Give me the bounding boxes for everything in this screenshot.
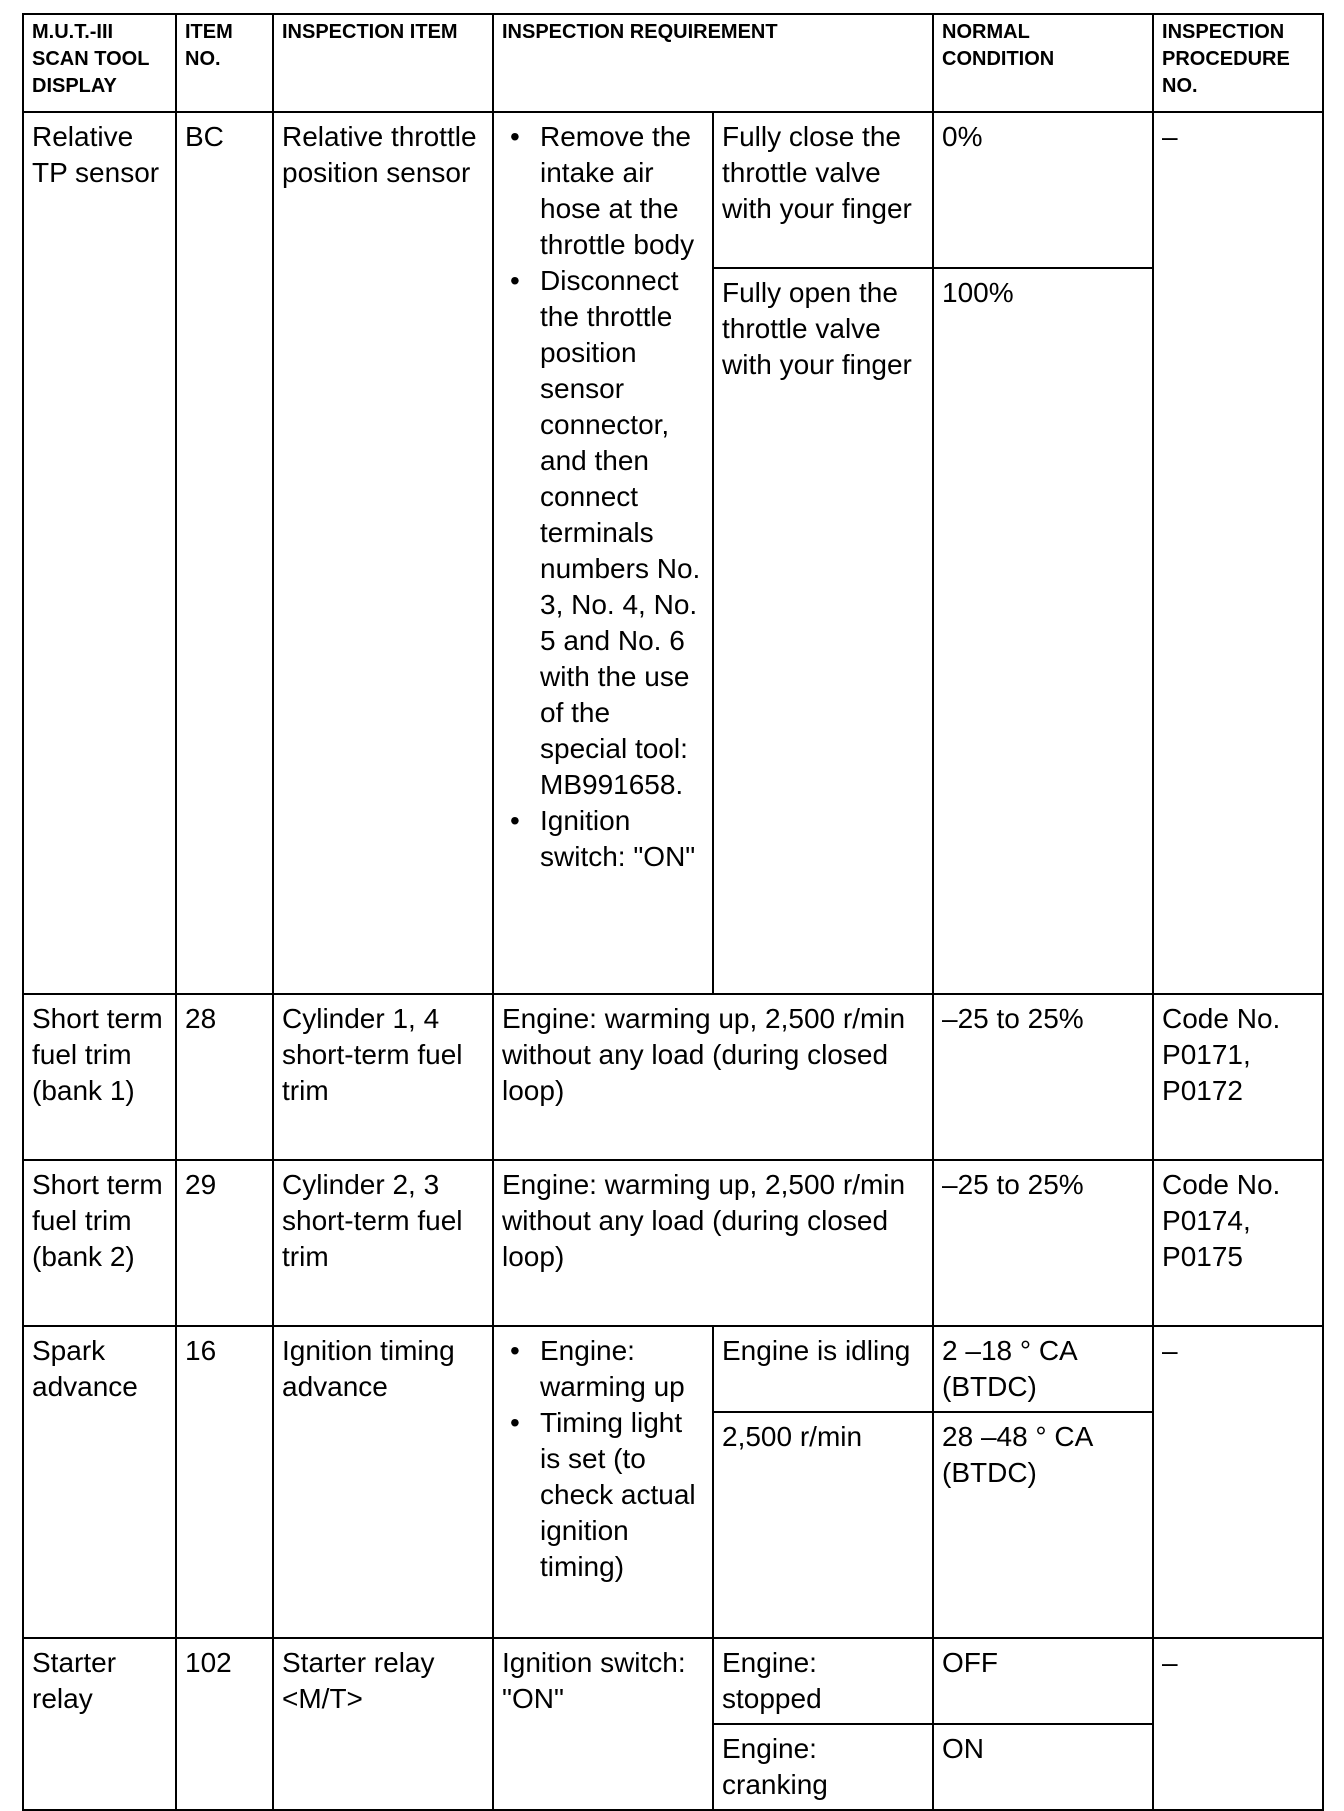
cell-normal: 0% xyxy=(933,112,1153,268)
header-display: M.U.T.-III SCAN TOOL DISPLAY xyxy=(23,14,176,112)
cell-display: Starter relay xyxy=(23,1638,176,1810)
cell-inspection-item: Cylinder 2, 3 short-term fuel trim xyxy=(273,1160,493,1326)
cell-display: Short term fuel trim (bank 2) xyxy=(23,1160,176,1326)
cell-normal: 28 –48 ° CA (BTDC) xyxy=(933,1412,1153,1638)
requirement-list xyxy=(502,1333,704,1585)
cell-normal: –25 to 25% xyxy=(933,994,1153,1160)
cell-condition: Fully open the throttle valve with your finger xyxy=(713,268,933,994)
cell-inspection-item: Starter relay <M/T> xyxy=(273,1638,493,1810)
cell-display: Relative TP sensor xyxy=(23,112,176,994)
cell-procedure: – xyxy=(1153,1638,1323,1810)
cell-procedure: – xyxy=(1153,112,1323,994)
cell-requirement: Engine: warming up, 2,500 r/min without any load (during closed loop) xyxy=(493,994,933,1160)
cell-requirement: Ignition switch: "ON" xyxy=(493,1638,713,1810)
header-item-no: ITEM NO. xyxy=(176,14,273,112)
cell-item-no: 29 xyxy=(176,1160,273,1326)
cell-inspection-item: Relative throttle position sensor xyxy=(273,112,493,994)
cell-item-no: BC xyxy=(176,112,273,994)
table-row xyxy=(23,1638,1323,1724)
table-row xyxy=(23,1326,1323,1412)
requirement-list xyxy=(502,119,704,875)
list-item: • Ignition switch: "ON" xyxy=(540,803,704,875)
cell-display: Spark advance xyxy=(23,1326,176,1638)
cell-item-no: 16 xyxy=(176,1326,273,1638)
cell-condition: Engine: cranking xyxy=(713,1724,933,1810)
cell-condition: Engine: stopped xyxy=(713,1638,933,1724)
cell-requirement xyxy=(493,1326,713,1638)
cell-requirement xyxy=(493,112,713,994)
cell-item-no: 102 xyxy=(176,1638,273,1810)
cell-normal: 100% xyxy=(933,268,1153,994)
list-item: • Disconnect the throttle position sensor connector, and then connect terminals numbers No. 3, No. 4, No. 5 and No. 6 with the use of the special tool: MB991658. xyxy=(540,263,704,803)
list-item: • Remove the intake air hose at the throttle body xyxy=(540,119,704,263)
cell-display: Short term fuel trim (bank 1) xyxy=(23,994,176,1160)
header-normal-condition: NORMAL CONDITION xyxy=(933,14,1153,112)
cell-condition: 2,500 r/min xyxy=(713,1412,933,1638)
cell-inspection-item: Ignition timing advance xyxy=(273,1326,493,1638)
cell-item-no: 28 xyxy=(176,994,273,1160)
cell-condition: Fully close the throttle valve with your finger xyxy=(713,112,933,268)
header-row xyxy=(23,14,1323,112)
table-row xyxy=(23,994,1323,1160)
cell-procedure: Code No. P0171, P0172 xyxy=(1153,994,1323,1160)
cell-normal: 2 –18 ° CA (BTDC) xyxy=(933,1326,1153,1412)
cell-requirement: Engine: warming up, 2,500 r/min without any load (during closed loop) xyxy=(493,1160,933,1326)
cell-procedure: – xyxy=(1153,1326,1323,1638)
table-row xyxy=(23,112,1323,268)
list-item: • Engine: warming up xyxy=(540,1333,704,1405)
header-inspection-requirement: INSPECTION REQUIREMENT xyxy=(493,14,933,112)
cell-normal: –25 to 25% xyxy=(933,1160,1153,1326)
header-inspection-item: INSPECTION ITEM xyxy=(273,14,493,112)
cell-condition: Engine is idling xyxy=(713,1326,933,1412)
cell-inspection-item: Cylinder 1, 4 short-term fuel trim xyxy=(273,994,493,1160)
cell-normal: OFF xyxy=(933,1638,1153,1724)
header-procedure-no: INSPECTION PROCEDURE NO. xyxy=(1153,14,1323,112)
list-item: • Timing light is set (to check actual ignition timing) xyxy=(540,1405,704,1585)
inspection-table xyxy=(22,13,1324,1811)
cell-procedure: Code No. P0174, P0175 xyxy=(1153,1160,1323,1326)
cell-normal: ON xyxy=(933,1724,1153,1810)
table-row xyxy=(23,1160,1323,1326)
